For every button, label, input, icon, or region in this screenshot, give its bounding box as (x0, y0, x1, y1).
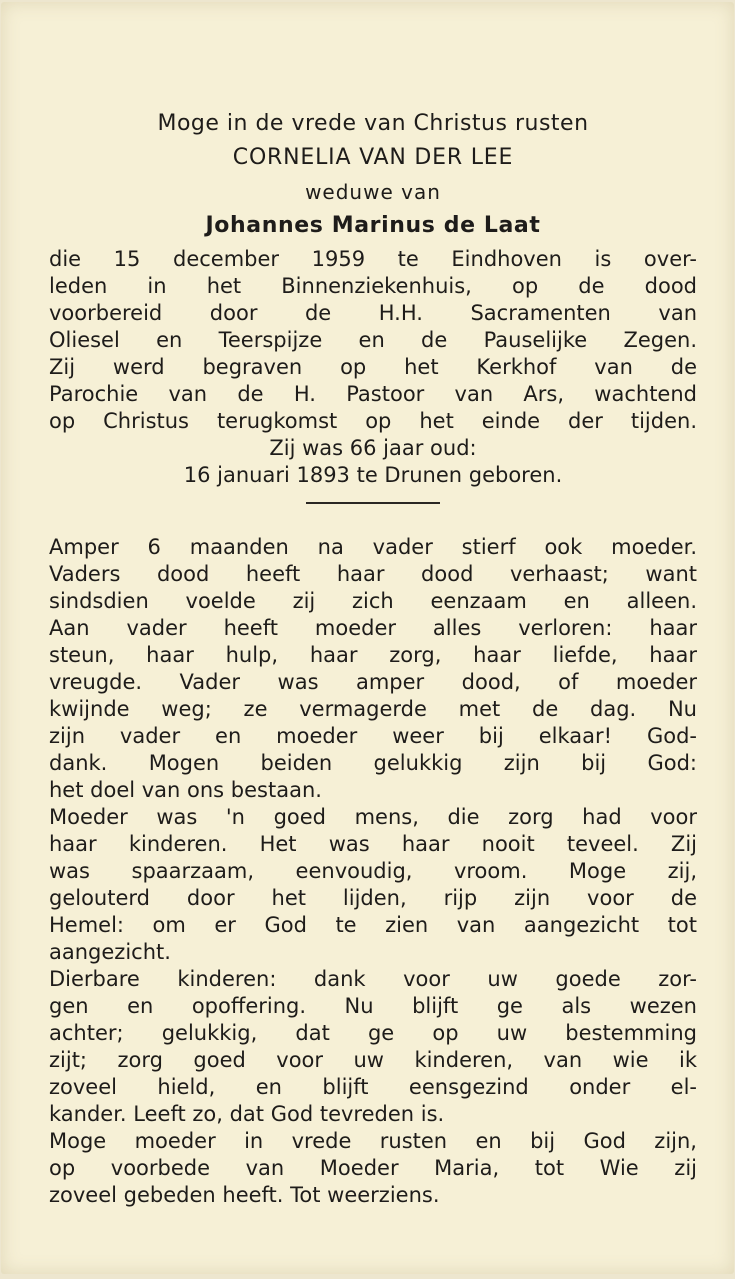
text-line: gen en opoffering. Nu blijft ge als wezen (49, 994, 697, 1018)
text-line: Aan vader heeft moeder alles verloren: haar (49, 616, 697, 640)
text-line: op voorbede van Moeder Maria, tot Wie zij (49, 1156, 697, 1180)
text-line: zoveel gebeden heeft. Tot weerziens. (49, 1183, 440, 1207)
spouse-name: Johannes Marinus de Laat (205, 213, 541, 238)
text-line: gelouterd door het lijden, rijp zijn voor de (49, 886, 697, 910)
text-line: kander. Leeft zo, dat God tevreden is. (49, 1102, 445, 1126)
text-line: zoveel hield, en blijft eensgezind onder el- (49, 1075, 697, 1099)
text-line: achter; gelukkig, dat ge op uw bestemming (49, 1021, 697, 1045)
text-line: aangezicht. (49, 940, 171, 964)
text-line: sindsdien voelde zij zich eenzaam en alleen. (49, 589, 697, 613)
text-line: Hemel: om er God te zien van aangezicht tot (49, 913, 697, 937)
birth-line: 16 januari 1893 te Drunen geboren. (183, 463, 563, 487)
text-line: dank. Mogen beiden gelukkig zijn bij God: (49, 751, 697, 775)
text-line: het doel van ons bestaan. (49, 778, 322, 802)
deceased-name: CORNELIA VAN DER LEE (232, 145, 514, 170)
divider-rule (306, 502, 440, 504)
details-line: Zij werd begraven op het Kerkhof van de (49, 355, 697, 379)
details-line: voorbereid door de H.H. Sacramenten van (49, 301, 697, 325)
text-line: haar kinderen. Het was haar nooit teveel. Zij (49, 832, 697, 856)
details-line: Parochie van de H. Pastoor van Ars, wachtend (49, 382, 697, 406)
age-line: Zij was 66 jaar oud: (269, 436, 477, 460)
text-line: Dierbare kinderen: dank voor uw goede zor- (49, 967, 697, 991)
details-line: Oliesel en Teerspijze en de Pauselijke Zegen. (49, 328, 697, 352)
text-line: Moeder was 'n goed mens, die zorg had voor (49, 805, 697, 829)
text-line: Vaders dood heeft haar dood verhaast; want (49, 562, 697, 586)
text-line: kwijnde weg; ze vermagerde met de dag. Nu (49, 697, 697, 721)
text-line: zijn vader en moeder weer bij elkaar! God- (49, 724, 697, 748)
text-line: Amper 6 maanden na vader stierf ook moeder. (49, 535, 697, 559)
intro-line: Moge in de vrede van Christus rusten (157, 111, 589, 136)
relation-line: weduwe van (305, 180, 441, 204)
details-line: op Christus terugkomst op het einde der tijden. (49, 409, 697, 433)
text-line: vreugde. Vader was amper dood, of moeder (49, 670, 697, 694)
details-line: die 15 december 1959 te Eindhoven is over- (49, 247, 697, 271)
text-line: zijt; zorg goed voor uw kinderen, van wie ik (49, 1048, 697, 1072)
text-line: steun, haar hulp, haar zorg, haar liefde, haar (49, 643, 697, 667)
memorial-card (1, 2, 734, 1274)
details-line: leden in het Binnenziekenhuis, op de dood (49, 274, 697, 298)
text-line: Moge moeder in vrede rusten en bij God zijn, (49, 1129, 697, 1153)
text-line: was spaarzaam, eenvoudig, vroom. Moge zij, (49, 859, 697, 883)
